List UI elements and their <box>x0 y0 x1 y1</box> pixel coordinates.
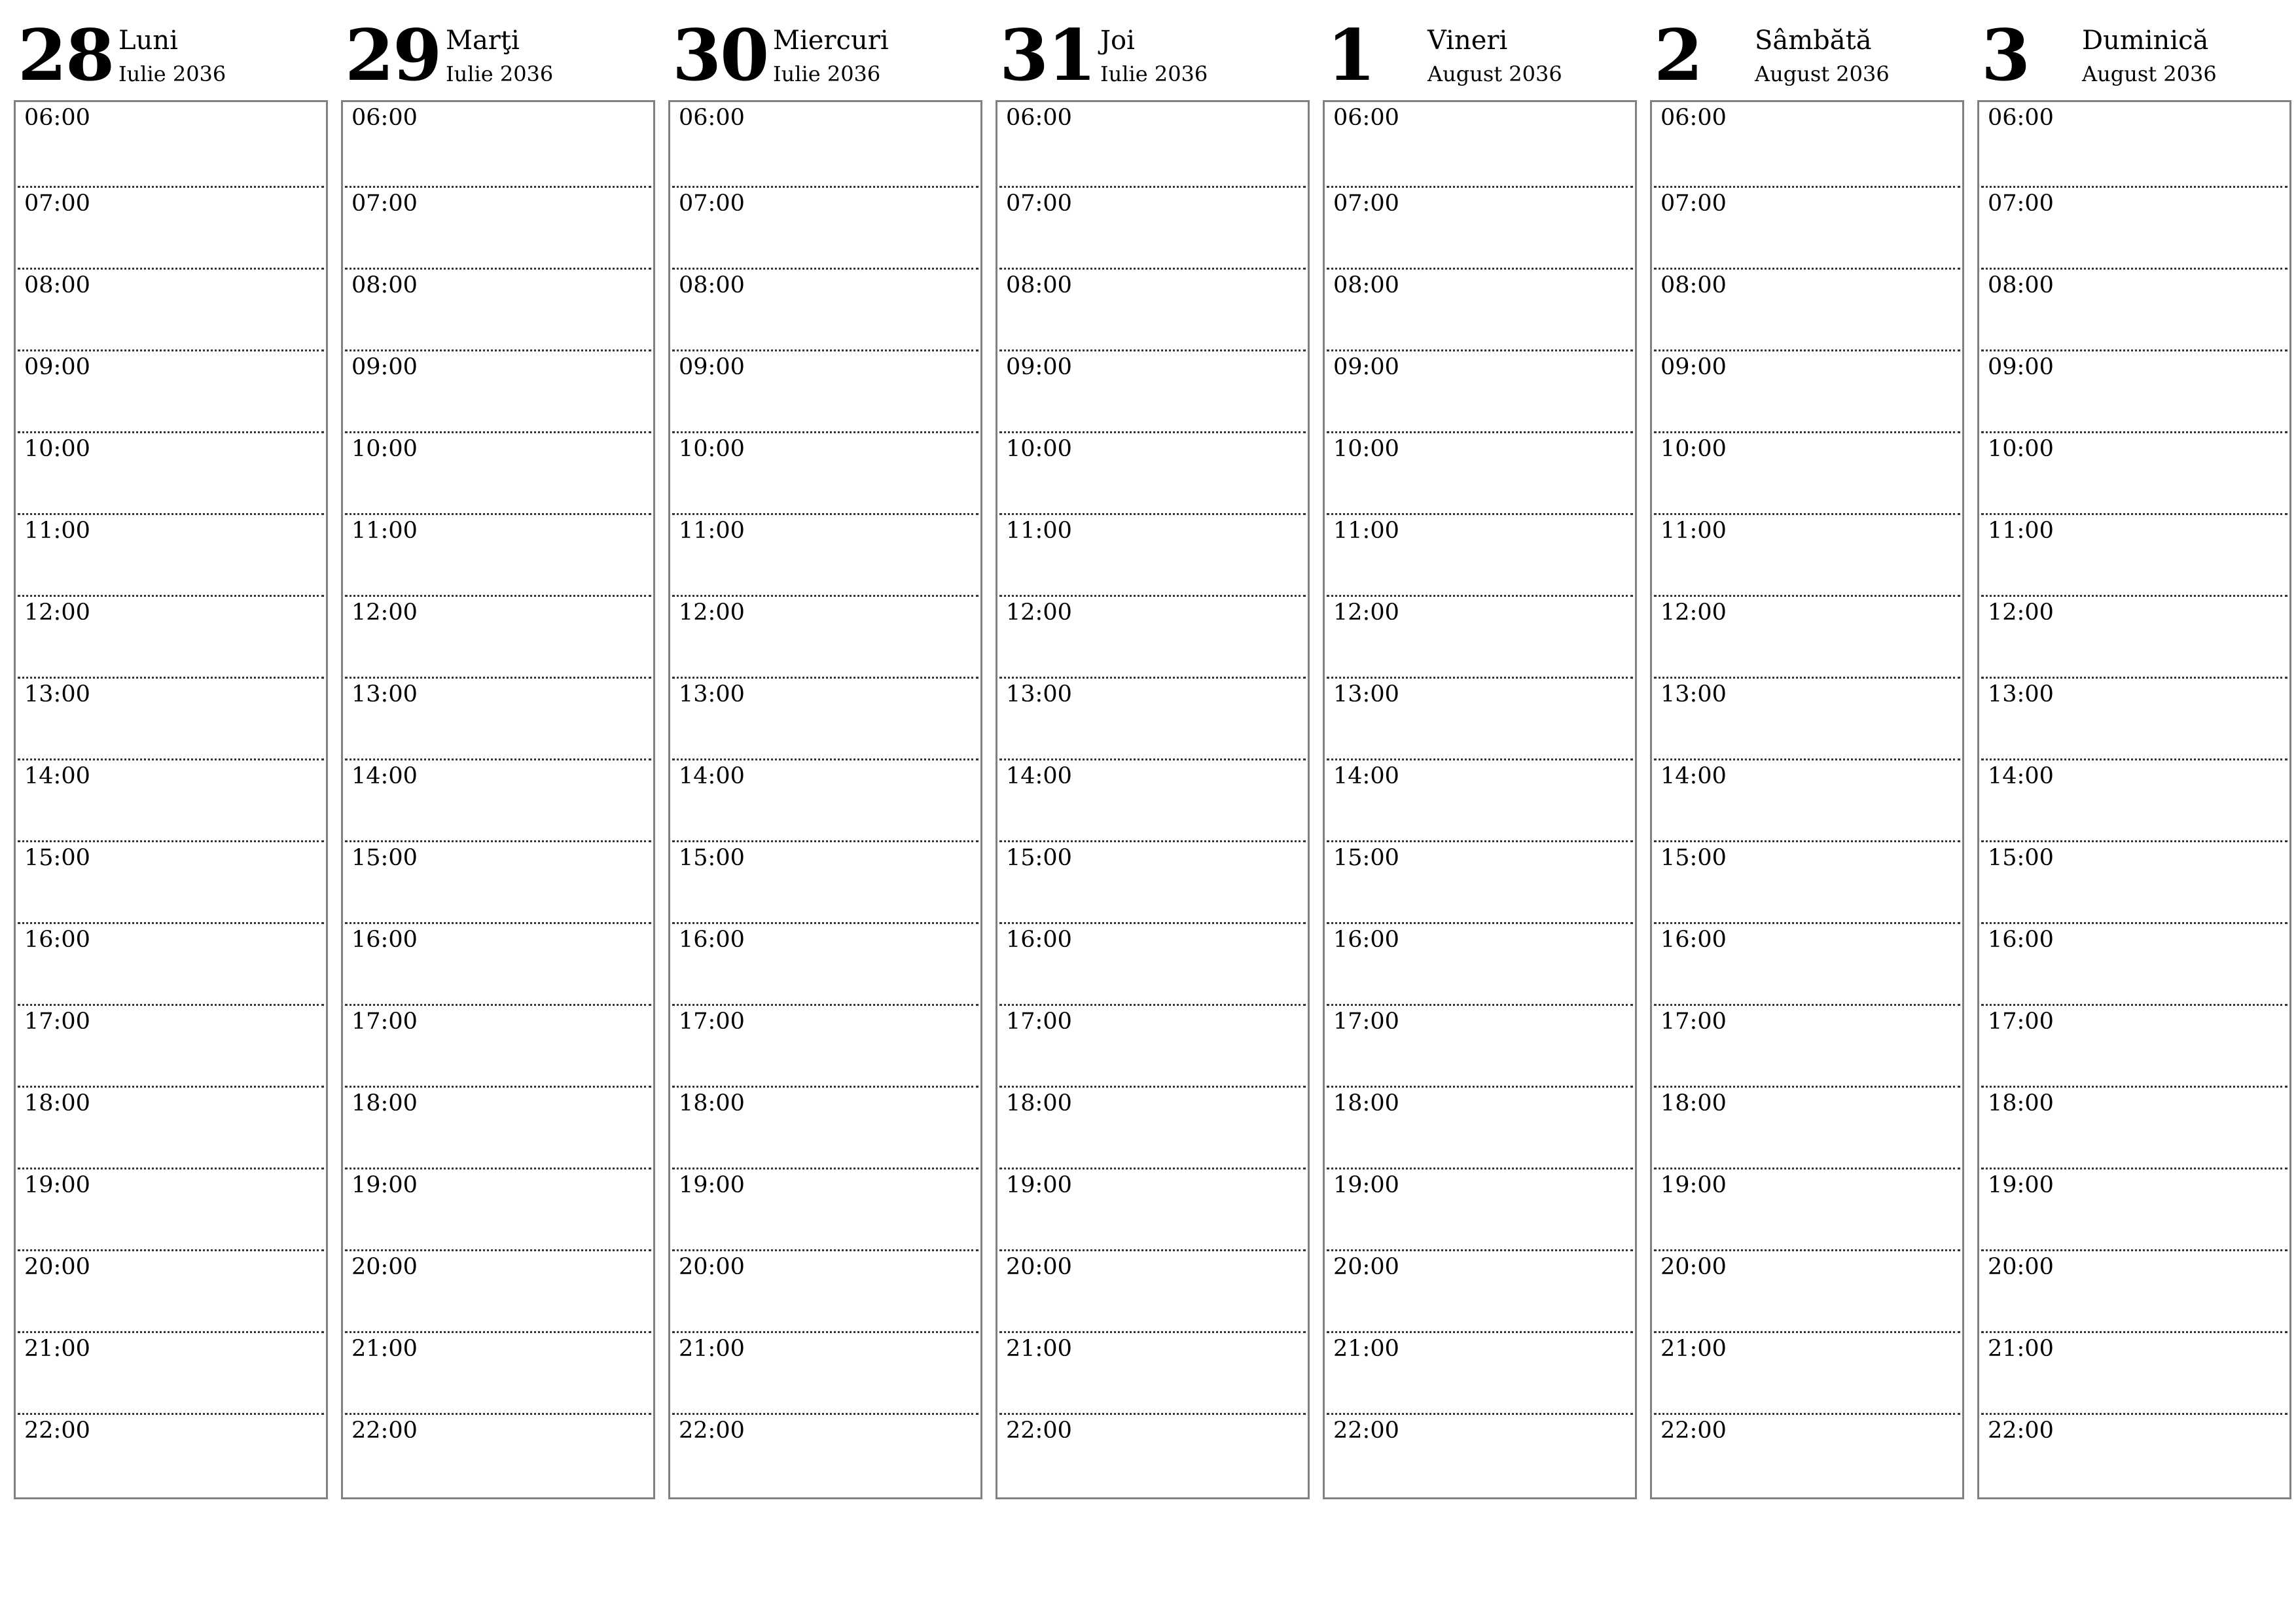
hour-label: 17:00 <box>351 1008 418 1035</box>
hour-slot[interactable] <box>1654 1086 1960 1168</box>
hour-slot[interactable] <box>1654 1331 1960 1413</box>
hour-label: 10:00 <box>1006 436 1072 462</box>
hour-slot[interactable] <box>999 268 1306 349</box>
hour-slot[interactable] <box>18 840 324 922</box>
hour-label: 17:00 <box>1333 1008 1399 1035</box>
hour-slot[interactable] <box>999 431 1306 513</box>
hour-slot[interactable] <box>1654 595 1960 677</box>
hour-slot[interactable] <box>18 677 324 758</box>
hour-slot[interactable] <box>1327 349 1633 431</box>
hour-slot[interactable] <box>672 513 978 595</box>
hour-label: 20:00 <box>351 1254 418 1280</box>
day-month: August 2036 <box>1427 62 1562 86</box>
hour-label: 08:00 <box>1988 272 2054 298</box>
hour-label: 21:00 <box>1660 1336 1727 1362</box>
hour-slot[interactable] <box>672 1086 978 1168</box>
hour-slot[interactable] <box>1981 840 2287 922</box>
hour-slot[interactable] <box>1327 1249 1633 1331</box>
hour-label: 06:00 <box>679 105 745 131</box>
hour-slot[interactable] <box>999 840 1306 922</box>
hour-label: 16:00 <box>351 927 418 953</box>
hour-label: 09:00 <box>1333 354 1399 380</box>
hour-label: 12:00 <box>24 599 90 626</box>
hour-label: 18:00 <box>1660 1090 1727 1116</box>
hour-label: 19:00 <box>24 1172 90 1198</box>
day-header <box>1323 0 1636 98</box>
hour-slot[interactable] <box>672 1168 978 1249</box>
hour-slot[interactable] <box>672 677 978 758</box>
hour-label: 12:00 <box>351 599 418 626</box>
hour-label: 14:00 <box>1660 763 1727 789</box>
day-number: 31 <box>999 14 1096 97</box>
hour-slot[interactable] <box>1654 677 1960 758</box>
hour-label: 06:00 <box>1660 105 1727 131</box>
day-name: Luni <box>118 26 178 56</box>
hour-label: 09:00 <box>1988 354 2054 380</box>
hour-label: 16:00 <box>1660 927 1727 953</box>
hour-label: 19:00 <box>1660 1172 1727 1198</box>
hour-slot[interactable] <box>1981 513 2287 595</box>
day-name: Marţi <box>446 26 520 56</box>
hour-label: 22:00 <box>351 1418 418 1444</box>
hour-label: 06:00 <box>351 105 418 131</box>
hour-label: 19:00 <box>679 1172 745 1198</box>
hour-slot[interactable] <box>18 758 324 840</box>
hour-label: 17:00 <box>1006 1008 1072 1035</box>
hour-label: 07:00 <box>1006 190 1072 217</box>
hour-label: 10:00 <box>1988 436 2054 462</box>
hour-slot[interactable] <box>672 102 978 186</box>
hour-label: 09:00 <box>1660 354 1727 380</box>
hour-label: 22:00 <box>679 1418 745 1444</box>
hour-slot[interactable] <box>1981 268 2287 349</box>
hour-slot[interactable] <box>1654 268 1960 349</box>
hour-label: 16:00 <box>1988 927 2054 953</box>
hour-slot[interactable] <box>345 102 651 186</box>
hour-label: 06:00 <box>1333 105 1399 131</box>
hour-label: 10:00 <box>679 436 745 462</box>
day-column <box>996 0 1308 1505</box>
hour-slot[interactable] <box>1654 186 1960 268</box>
hour-slot[interactable] <box>1327 922 1633 1004</box>
hour-label: 15:00 <box>1333 845 1399 871</box>
day-number: 2 <box>1654 14 1702 97</box>
hour-label: 12:00 <box>1333 599 1399 626</box>
day-number: 1 <box>1327 14 1375 97</box>
hour-label: 16:00 <box>24 927 90 953</box>
hour-label: 17:00 <box>679 1008 745 1035</box>
hour-label: 12:00 <box>1006 599 1072 626</box>
hour-slot[interactable] <box>1981 1331 2287 1413</box>
hour-label: 12:00 <box>1660 599 1727 626</box>
hour-slot[interactable] <box>1981 349 2287 431</box>
hour-label: 18:00 <box>24 1090 90 1116</box>
hour-slot[interactable] <box>345 1413 651 1495</box>
hour-label: 08:00 <box>679 272 745 298</box>
hour-label: 16:00 <box>1006 927 1072 953</box>
hour-slot[interactable] <box>18 349 324 431</box>
hour-label: 21:00 <box>351 1336 418 1362</box>
day-schedule-box <box>996 100 1310 1499</box>
hour-label: 20:00 <box>1660 1254 1727 1280</box>
hour-label: 13:00 <box>1333 681 1399 707</box>
hour-slot[interactable] <box>1981 677 2287 758</box>
hour-slot[interactable] <box>345 595 651 677</box>
hour-label: 17:00 <box>1988 1008 2054 1035</box>
hour-slot[interactable] <box>18 1168 324 1249</box>
hour-slot[interactable] <box>1654 1413 1960 1495</box>
hour-label: 10:00 <box>24 436 90 462</box>
hour-slot[interactable] <box>672 1004 978 1086</box>
hour-label: 20:00 <box>24 1254 90 1280</box>
hour-label: 18:00 <box>1988 1090 2054 1116</box>
hour-slot[interactable] <box>1981 102 2287 186</box>
hour-label: 10:00 <box>351 436 418 462</box>
hour-label: 09:00 <box>351 354 418 380</box>
hour-label: 21:00 <box>1333 1336 1399 1362</box>
day-name: Vineri <box>1427 26 1508 56</box>
hour-label: 15:00 <box>24 845 90 871</box>
hour-slot[interactable] <box>999 758 1306 840</box>
hour-slot[interactable] <box>672 186 978 268</box>
hour-slot[interactable] <box>672 349 978 431</box>
day-month: Iulie 2036 <box>773 62 881 86</box>
hour-slot[interactable] <box>18 1086 324 1168</box>
hour-slot[interactable] <box>18 595 324 677</box>
hour-slot[interactable] <box>1654 1249 1960 1331</box>
hour-slot[interactable] <box>1327 268 1633 349</box>
hour-slot[interactable] <box>345 1249 651 1331</box>
hour-slot[interactable] <box>345 922 651 1004</box>
hour-label: 07:00 <box>351 190 418 217</box>
hour-slot[interactable] <box>18 1249 324 1331</box>
hour-slot[interactable] <box>999 1331 1306 1413</box>
hour-slot[interactable] <box>345 1168 651 1249</box>
hour-label: 07:00 <box>1988 190 2054 217</box>
hour-label: 14:00 <box>1988 763 2054 789</box>
hour-label: 15:00 <box>1660 845 1727 871</box>
hour-slot[interactable] <box>18 1004 324 1086</box>
day-number: 28 <box>18 14 114 97</box>
hour-label: 18:00 <box>1006 1090 1072 1116</box>
hour-label: 21:00 <box>24 1336 90 1362</box>
hour-slot[interactable] <box>999 186 1306 268</box>
day-column <box>341 0 654 1505</box>
hour-slot[interactable] <box>672 1331 978 1413</box>
day-column <box>14 0 327 1505</box>
hour-label: 09:00 <box>679 354 745 380</box>
day-schedule-box <box>1323 100 1637 1499</box>
hour-label: 18:00 <box>679 1090 745 1116</box>
day-column <box>1323 0 1636 1505</box>
hour-label: 06:00 <box>24 105 90 131</box>
hour-label: 08:00 <box>1333 272 1399 298</box>
day-name: Miercuri <box>773 26 889 56</box>
hour-label: 10:00 <box>1660 436 1727 462</box>
day-header <box>1977 0 2290 98</box>
day-number: 30 <box>672 14 768 97</box>
hour-slot[interactable] <box>999 1086 1306 1168</box>
hour-label: 20:00 <box>1988 1254 2054 1280</box>
hour-label: 17:00 <box>1660 1008 1727 1035</box>
hour-slot[interactable] <box>1981 1413 2287 1495</box>
hour-label: 08:00 <box>1660 272 1727 298</box>
hour-label: 08:00 <box>24 272 90 298</box>
day-schedule-box <box>14 100 328 1499</box>
hour-slot[interactable] <box>672 840 978 922</box>
hour-label: 13:00 <box>24 681 90 707</box>
hour-label: 14:00 <box>24 763 90 789</box>
hour-label: 07:00 <box>1333 190 1399 217</box>
day-header <box>996 0 1308 98</box>
hour-label: 19:00 <box>1333 1172 1399 1198</box>
hour-slot[interactable] <box>1327 431 1633 513</box>
day-name: Sâmbătă <box>1755 26 1872 56</box>
hour-label: 11:00 <box>1660 518 1727 544</box>
hour-slot[interactable] <box>672 431 978 513</box>
hour-slot[interactable] <box>1654 349 1960 431</box>
hour-slot[interactable] <box>999 1413 1306 1495</box>
hour-slot[interactable] <box>18 268 324 349</box>
day-column <box>1977 0 2290 1505</box>
hour-slot[interactable] <box>1981 1004 2287 1086</box>
hour-label: 15:00 <box>1988 845 2054 871</box>
day-number: 29 <box>345 14 441 97</box>
hour-slot[interactable] <box>345 349 651 431</box>
day-schedule-box <box>1650 100 1964 1499</box>
hour-slot[interactable] <box>672 595 978 677</box>
hour-slot[interactable] <box>999 595 1306 677</box>
day-column <box>1650 0 1963 1505</box>
hour-slot[interactable] <box>1981 595 2287 677</box>
hour-slot[interactable] <box>345 1086 651 1168</box>
hour-slot[interactable] <box>672 268 978 349</box>
hour-slot[interactable] <box>672 1413 978 1495</box>
hour-slot[interactable] <box>1327 102 1633 186</box>
hour-label: 13:00 <box>1006 681 1072 707</box>
hour-label: 13:00 <box>679 681 745 707</box>
hour-slot[interactable] <box>345 186 651 268</box>
hour-label: 06:00 <box>1006 105 1072 131</box>
hour-label: 22:00 <box>1660 1418 1727 1444</box>
hour-label: 08:00 <box>1006 272 1072 298</box>
hour-label: 13:00 <box>1660 681 1727 707</box>
hour-slot[interactable] <box>345 1331 651 1413</box>
hour-label: 17:00 <box>24 1008 90 1035</box>
day-month: Iulie 2036 <box>1100 62 1208 86</box>
hour-slot[interactable] <box>1327 1168 1633 1249</box>
hour-slot[interactable] <box>1654 1004 1960 1086</box>
hour-slot[interactable] <box>18 922 324 1004</box>
day-month: Iulie 2036 <box>118 62 226 86</box>
hour-label: 21:00 <box>679 1336 745 1362</box>
hour-slot[interactable] <box>18 1331 324 1413</box>
day-header <box>341 0 654 98</box>
hour-slot[interactable] <box>345 758 651 840</box>
hour-label: 12:00 <box>679 599 745 626</box>
hour-label: 19:00 <box>1006 1172 1072 1198</box>
hour-label: 12:00 <box>1988 599 2054 626</box>
hour-slot[interactable] <box>18 102 324 186</box>
hour-slot[interactable] <box>999 349 1306 431</box>
hour-label: 09:00 <box>24 354 90 380</box>
day-number: 3 <box>1981 14 2030 97</box>
hour-label: 13:00 <box>1988 681 2054 707</box>
hour-slot[interactable] <box>1327 513 1633 595</box>
hour-slot[interactable] <box>345 268 651 349</box>
hour-label: 07:00 <box>24 190 90 217</box>
hour-slot[interactable] <box>1981 186 2287 268</box>
hour-slot[interactable] <box>1327 1331 1633 1413</box>
hour-slot[interactable] <box>1654 840 1960 922</box>
day-name: Duminică <box>2082 26 2209 56</box>
hour-label: 15:00 <box>1006 845 1072 871</box>
hour-label: 15:00 <box>679 845 745 871</box>
hour-label: 11:00 <box>1006 518 1072 544</box>
hour-slot[interactable] <box>1654 513 1960 595</box>
hour-slot[interactable] <box>1654 922 1960 1004</box>
hour-slot[interactable] <box>999 1249 1306 1331</box>
hour-slot[interactable] <box>1327 677 1633 758</box>
hour-label: 07:00 <box>679 190 745 217</box>
hour-label: 11:00 <box>679 518 745 544</box>
hour-slot[interactable] <box>1327 1086 1633 1168</box>
hour-label: 22:00 <box>1006 1418 1072 1444</box>
hour-label: 18:00 <box>1333 1090 1399 1116</box>
hour-label: 11:00 <box>1333 518 1399 544</box>
hour-label: 20:00 <box>679 1254 745 1280</box>
hour-label: 20:00 <box>1006 1254 1072 1280</box>
hour-slot[interactable] <box>999 1004 1306 1086</box>
hour-label: 06:00 <box>1988 105 2054 131</box>
hour-label: 20:00 <box>1333 1254 1399 1280</box>
day-header <box>1650 0 1963 98</box>
hour-slot[interactable] <box>1327 1413 1633 1495</box>
hour-slot[interactable] <box>1981 922 2287 1004</box>
hour-label: 16:00 <box>1333 927 1399 953</box>
hour-slot[interactable] <box>672 922 978 1004</box>
hour-slot[interactable] <box>345 677 651 758</box>
day-month: Iulie 2036 <box>446 62 554 86</box>
hour-label: 22:00 <box>1333 1418 1399 1444</box>
hour-slot[interactable] <box>345 840 651 922</box>
hour-slot[interactable] <box>18 1413 324 1495</box>
hour-slot[interactable] <box>1327 595 1633 677</box>
hour-slot[interactable] <box>1981 431 2287 513</box>
hour-slot[interactable] <box>999 677 1306 758</box>
day-month: August 2036 <box>2082 62 2217 86</box>
hour-label: 11:00 <box>24 518 90 544</box>
hour-slot[interactable] <box>672 1249 978 1331</box>
hour-label: 18:00 <box>351 1090 418 1116</box>
hour-slot[interactable] <box>1654 102 1960 186</box>
hour-label: 21:00 <box>1006 1336 1072 1362</box>
hour-label: 22:00 <box>24 1418 90 1444</box>
hour-slot[interactable] <box>1654 758 1960 840</box>
hour-label: 14:00 <box>351 763 418 789</box>
hour-label: 21:00 <box>1988 1336 2054 1362</box>
hour-slot[interactable] <box>1327 758 1633 840</box>
day-header <box>14 0 327 98</box>
hour-label: 09:00 <box>1006 354 1072 380</box>
hour-label: 10:00 <box>1333 436 1399 462</box>
hour-slot[interactable] <box>1327 840 1633 922</box>
day-header <box>668 0 981 98</box>
hour-slot[interactable] <box>1327 1004 1633 1086</box>
hour-slot[interactable] <box>345 431 651 513</box>
hour-slot[interactable] <box>345 513 651 595</box>
hour-slot[interactable] <box>1981 1168 2287 1249</box>
day-schedule-box <box>668 100 982 1499</box>
day-column <box>668 0 981 1505</box>
hour-slot[interactable] <box>999 513 1306 595</box>
hour-slot[interactable] <box>999 102 1306 186</box>
hour-label: 19:00 <box>1988 1172 2054 1198</box>
hour-label: 07:00 <box>1660 190 1727 217</box>
hour-label: 11:00 <box>351 518 418 544</box>
hour-slot[interactable] <box>1654 1168 1960 1249</box>
hour-slot[interactable] <box>1654 431 1960 513</box>
day-schedule-box <box>1977 100 2291 1499</box>
hour-slot[interactable] <box>345 1004 651 1086</box>
hour-label: 15:00 <box>351 845 418 871</box>
hour-slot[interactable] <box>1981 1086 2287 1168</box>
day-name: Joi <box>1100 26 1135 56</box>
hour-slot[interactable] <box>672 758 978 840</box>
hour-label: 19:00 <box>351 1172 418 1198</box>
hour-slot[interactable] <box>1981 758 2287 840</box>
hour-slot[interactable] <box>999 922 1306 1004</box>
hour-label: 08:00 <box>351 272 418 298</box>
hour-label: 16:00 <box>679 927 745 953</box>
hour-slot[interactable] <box>1327 186 1633 268</box>
hour-label: 22:00 <box>1988 1418 2054 1444</box>
hour-label: 14:00 <box>1333 763 1399 789</box>
hour-label: 14:00 <box>1006 763 1072 789</box>
day-schedule-box <box>341 100 655 1499</box>
day-month: August 2036 <box>1755 62 1890 86</box>
hour-slot[interactable] <box>18 431 324 513</box>
hour-label: 13:00 <box>351 681 418 707</box>
hour-slot[interactable] <box>1981 1249 2287 1331</box>
hour-label: 11:00 <box>1988 518 2054 544</box>
hour-slot[interactable] <box>18 186 324 268</box>
hour-slot[interactable] <box>999 1168 1306 1249</box>
hour-label: 14:00 <box>679 763 745 789</box>
hour-slot[interactable] <box>18 513 324 595</box>
